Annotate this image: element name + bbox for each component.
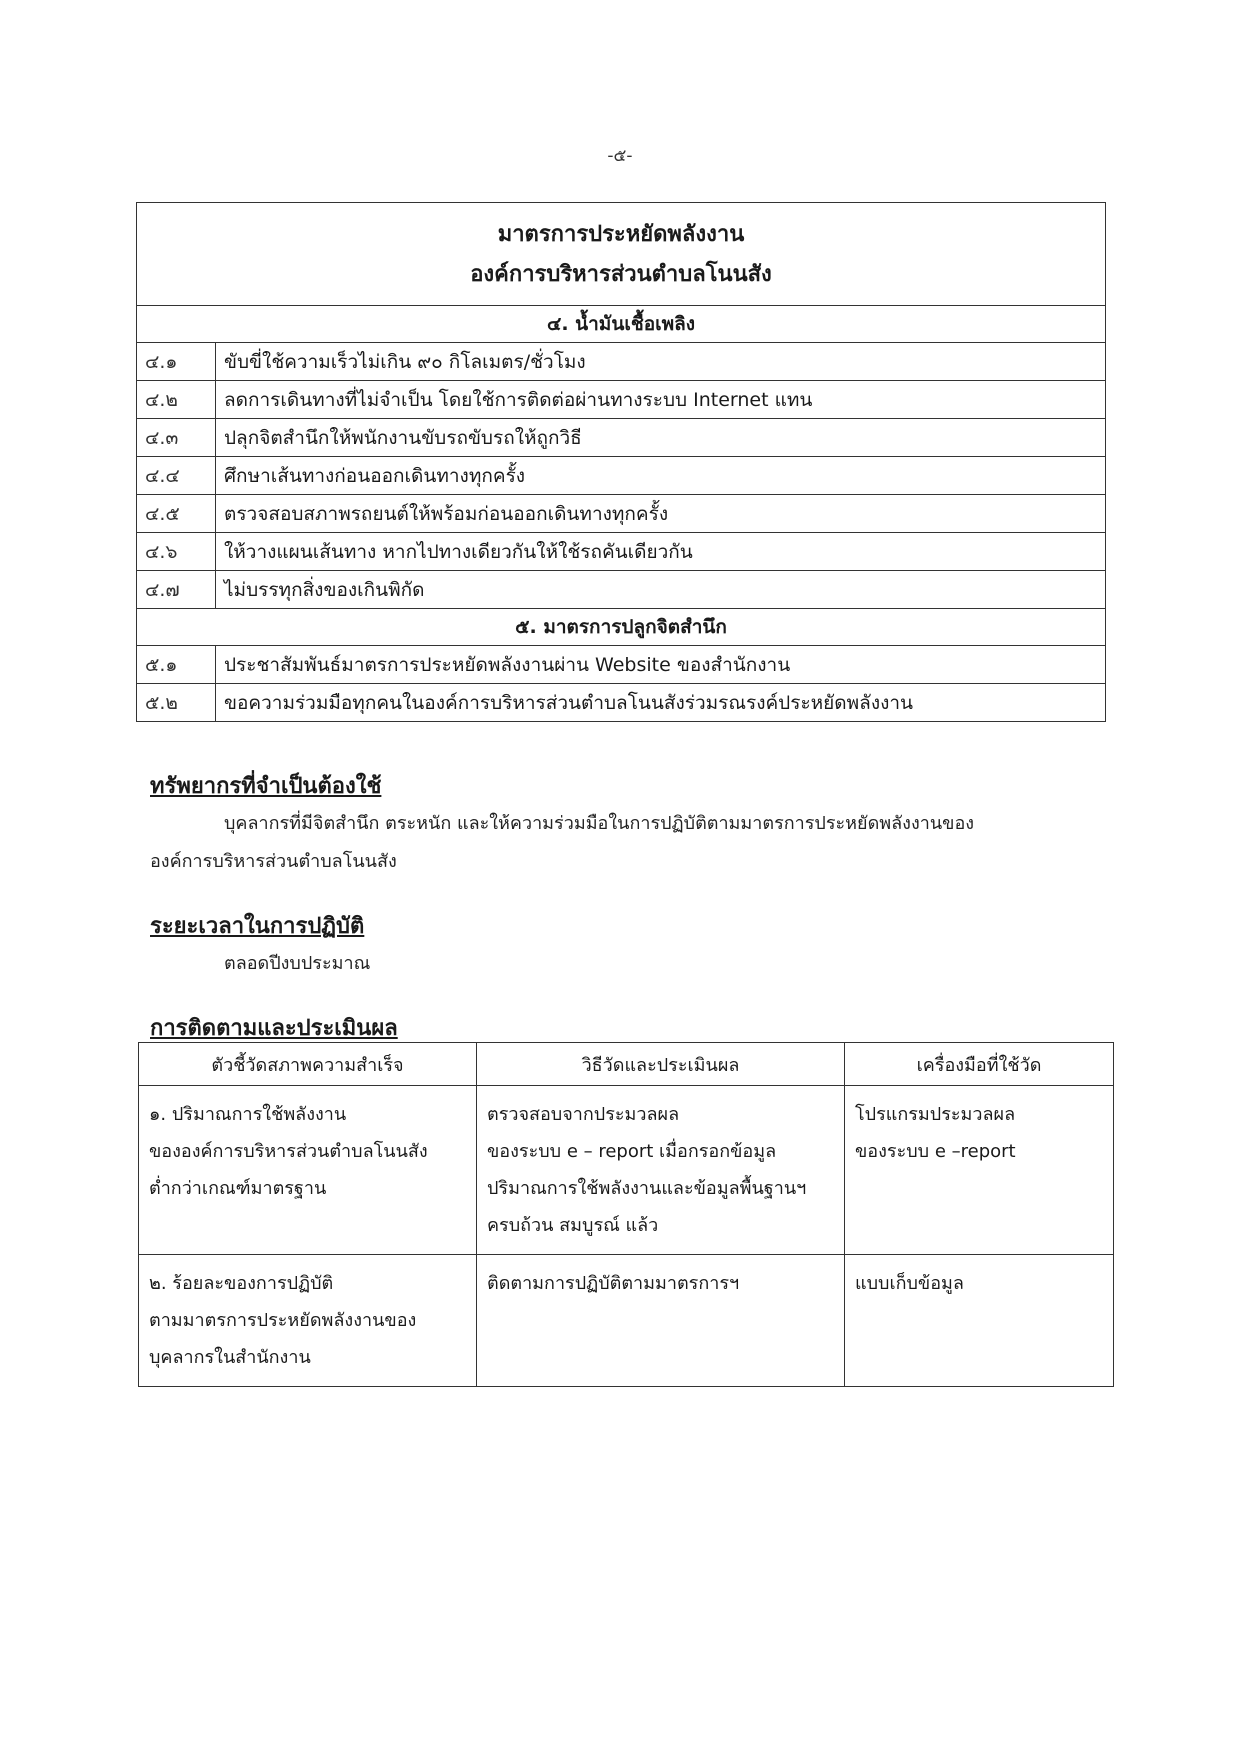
measure-row — [137, 571, 1106, 609]
measure-number: ๔.๒ — [137, 381, 216, 419]
tool-line: แบบเก็บข้อมูล — [855, 1273, 964, 1294]
resources-text-line1: บุคลากรที่มีจิตสำนึก ตระหนัก และให้ความร่วมมือในการปฏิบัติตามมาตรการประหยัดพลังงานของ — [224, 813, 975, 834]
measures-title-line1: มาตรการประหยัดพลังงาน — [497, 222, 745, 247]
measure-row — [137, 457, 1106, 495]
evaluation-header-row — [139, 1043, 1114, 1086]
tool-cell — [845, 1255, 1114, 1387]
measure-number: ๔.๔ — [137, 457, 216, 495]
measure-number: ๔.๗ — [137, 571, 216, 609]
method-line: ติดตามการปฏิบัติตามมาตรการฯ — [487, 1273, 740, 1294]
duration-heading: ระยะเวลาในการปฏิบัติ — [150, 914, 365, 939]
indicator-line: ต่ำกว่าเกณฑ์มาตรฐาน — [149, 1178, 327, 1199]
measures-title-line2: องค์การบริหารส่วนตำบลโนนสัง — [470, 262, 772, 287]
measure-text: ให้วางแผนเส้นทาง หากไปทางเดียวกันให้ใช้รถคันเดียวกัน — [216, 533, 1106, 571]
header-indicator: ตัวชี้วัดสภาพความสำเร็จ — [139, 1043, 477, 1086]
method-cell — [477, 1086, 845, 1255]
page-number: -๕- — [607, 146, 633, 166]
measure-row — [137, 533, 1106, 571]
tool-line: โปรแกรมประมวลผล — [855, 1104, 1016, 1125]
measure-row — [137, 646, 1106, 684]
indicator-cell — [139, 1255, 477, 1387]
tool-line: ของระบบ e –report — [855, 1141, 1016, 1162]
method-line: ตรวจสอบจากประมวลผล — [487, 1104, 680, 1125]
indicator-line: ๑. ปริมาณการใช้พลังงาน — [149, 1104, 347, 1125]
header-method: วิธีวัดและประเมินผล — [477, 1043, 845, 1086]
measure-text: ไม่บรรทุกสิ่งของเกินพิกัด — [216, 571, 1106, 609]
section-heading-row — [137, 306, 1106, 343]
resources-text-line2: องค์การบริหารส่วนตำบลโนนสัง — [150, 851, 397, 872]
measure-text: ขับขี่ใช้ความเร็วไม่เกิน ๙๐ กิโลเมตร/ชั่วโมง — [216, 343, 1106, 381]
measures-table — [136, 202, 1106, 722]
measure-text: ปลุกจิตสำนึกให้พนักงานขับรถขับรถให้ถูกวิธี — [216, 419, 1106, 457]
measure-text: ตรวจสอบสภาพรถยนต์ให้พร้อมก่อนออกเดินทางทุกครั้ง — [216, 495, 1106, 533]
measures-title-row — [137, 203, 1106, 306]
evaluation-row — [139, 1255, 1114, 1387]
measure-text: ประชาสัมพันธ์มาตรการประหยัดพลังงานผ่าน Website ของสำนักงาน — [216, 646, 1106, 684]
measure-number: ๕.๑ — [137, 646, 216, 684]
measure-row — [137, 419, 1106, 457]
section-heading-row — [137, 609, 1106, 646]
measure-number: ๔.๕ — [137, 495, 216, 533]
measure-number: ๔.๓ — [137, 419, 216, 457]
measures-title — [137, 203, 1106, 306]
evaluation-heading: การติดตามและประเมินผล — [150, 1016, 398, 1041]
indicator-line: ขององค์การบริหารส่วนตำบลโนนสัง — [149, 1141, 428, 1162]
evaluation-row — [139, 1086, 1114, 1255]
measure-text: ลดการเดินทางที่ไม่จำเป็น โดยใช้การติดต่อผ่านทางระบบ Internet แทน — [216, 381, 1106, 419]
duration-text: ตลอดปีงบประมาณ — [224, 953, 371, 974]
measure-row — [137, 684, 1106, 722]
method-cell — [477, 1255, 845, 1387]
indicator-cell — [139, 1086, 477, 1255]
measure-text: ศึกษาเส้นทางก่อนออกเดินทางทุกครั้ง — [216, 457, 1106, 495]
indicator-line: ตามมาตรการประหยัดพลังงานของ — [149, 1310, 417, 1331]
resources-heading: ทรัพยากรที่จำเป็นต้องใช้ — [150, 774, 382, 799]
tool-cell — [845, 1086, 1114, 1255]
measure-row — [137, 381, 1106, 419]
measure-row — [137, 495, 1106, 533]
measure-number: ๔.๑ — [137, 343, 216, 381]
method-line: ปริมาณการใช้พลังงานและข้อมูลพื้นฐานฯ — [487, 1178, 807, 1199]
evaluation-table — [138, 1042, 1114, 1387]
method-line: ของระบบ e – report เมื่อกรอกข้อมูล — [487, 1141, 777, 1162]
measure-number: ๕.๒ — [137, 684, 216, 722]
header-tool: เครื่องมือที่ใช้วัด — [845, 1043, 1114, 1086]
measure-text: ขอความร่วมมือทุกคนในองค์การบริหารส่วนตำบลโนนสังร่วมรณรงค์ประหยัดพลังงาน — [216, 684, 1106, 722]
section-heading: ๔. น้ำมันเชื้อเพลิง — [137, 306, 1106, 343]
section-heading: ๕. มาตรการปลูกจิตสำนึก — [137, 609, 1106, 646]
method-line: ครบถ้วน สมบูรณ์ แล้ว — [487, 1215, 659, 1236]
measure-number: ๔.๖ — [137, 533, 216, 571]
measure-row — [137, 343, 1106, 381]
indicator-line: ๒. ร้อยละของการปฏิบัติ — [149, 1273, 334, 1294]
indicator-line: บุคลากรในสำนักงาน — [149, 1347, 311, 1368]
